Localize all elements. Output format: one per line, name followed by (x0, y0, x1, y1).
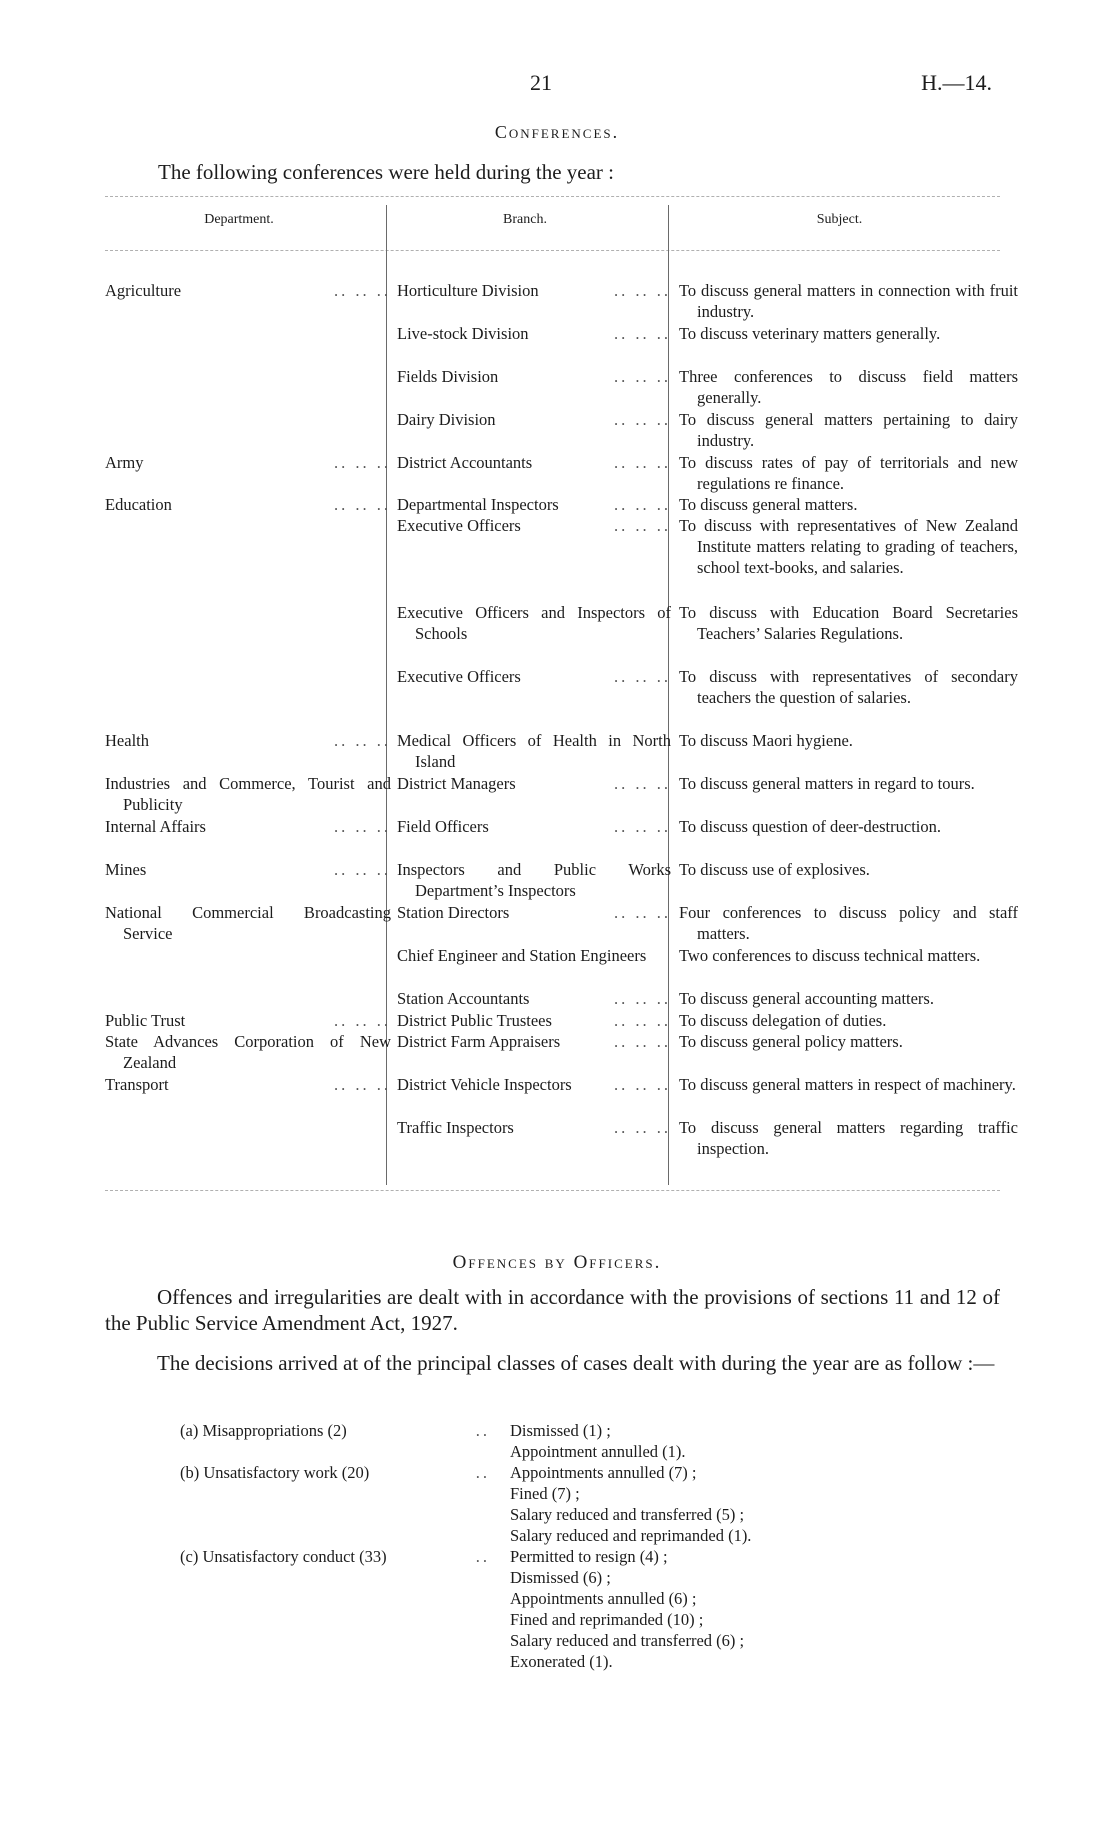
subject-cell (679, 945, 1018, 966)
subject-cell (679, 1117, 1018, 1159)
branch-cell-text: District Farm Appraisers (397, 1032, 561, 1051)
subject-cell-text: Three conferences to discuss field matters generally. (679, 367, 1018, 407)
department-cell-text: Agriculture (105, 281, 182, 300)
decision-line: Dismissed (1) ; (510, 1421, 611, 1440)
dot-leader: .. .. .. (334, 860, 391, 879)
subject-cell (679, 515, 1018, 578)
branch-cell (397, 366, 671, 387)
offence-class-label-text: (c) Unsatisfactory conduct (33) (180, 1547, 387, 1566)
branch-cell (397, 452, 671, 473)
branch-cell (397, 902, 671, 923)
branch-cell (397, 280, 671, 301)
decision-line: Salary reduced and transferred (5) ; (510, 1505, 745, 1524)
department-cell-text: Public Trust (105, 1011, 186, 1030)
branch-cell-text: Live-stock Division (397, 324, 529, 343)
document-reference: H.—14. (921, 70, 992, 95)
dot-leader: .. .. .. (614, 1118, 671, 1137)
department-cell-text: National Commercial Broadcasting Service (105, 903, 391, 943)
branch-cell-text: Field Officers (397, 817, 489, 836)
department-cell (105, 816, 391, 837)
branch-cell (397, 773, 671, 794)
branch-cell-text: Station Directors (397, 903, 510, 922)
column-header-department: Department. (204, 212, 274, 227)
subject-cell (679, 1010, 1018, 1031)
dot-leader: .. .. .. (614, 989, 671, 1008)
branch-cell (397, 1031, 671, 1052)
dot-leader: .. .. .. (614, 516, 671, 535)
decision-line: Exonerated (1). (510, 1652, 613, 1671)
branch-cell (397, 515, 671, 536)
offence-decisions (510, 1420, 910, 1462)
subject-cell-text: Four conferences to discuss policy and staff matters. (679, 903, 1018, 943)
decision-line: Appointment annulled (1). (510, 1442, 686, 1461)
dot-leader: .. .. .. (614, 367, 671, 386)
dot-leader: .. .. .. (334, 1075, 391, 1094)
column-header-branch: Branch. (503, 212, 547, 227)
department-cell (105, 1010, 391, 1031)
dot-leader: .. .. .. (334, 731, 391, 750)
subject-cell (679, 773, 1018, 794)
dot-leader: .. .. .. (614, 903, 671, 922)
subject-cell-text: To discuss general matters in connection with fruit industry. (679, 281, 1018, 321)
offence-class-label (180, 1462, 490, 1483)
dot-leader: .. .. .. (334, 1011, 391, 1030)
offence-decisions (510, 1546, 910, 1672)
subject-cell (679, 323, 1018, 344)
branch-cell (397, 1010, 671, 1031)
subject-cell (679, 409, 1018, 451)
table-header-rule (105, 250, 1000, 251)
subject-cell-text: To discuss general matters in respect of machinery. (679, 1075, 1016, 1094)
subject-cell-text: To discuss general matters pertaining to dairy industry. (679, 410, 1018, 450)
subject-cell-text: To discuss general accounting matters. (679, 989, 934, 1008)
offence-class-label (180, 1546, 490, 1567)
subject-cell (679, 902, 1018, 944)
subject-cell (679, 859, 1018, 880)
offence-class-label-text: (a) Misappropriations (2) (180, 1421, 347, 1440)
department-cell-text: Industries and Commerce, Tourist and Publicity (105, 774, 391, 814)
branch-cell-text: Chief Engineer and Station Engineers (397, 946, 647, 965)
offences-heading: Offences by Officers. (452, 1252, 662, 1273)
department-cell (105, 280, 391, 301)
department-cell-text: State Advances Corporation of New Zealand (105, 1032, 391, 1072)
branch-cell (397, 945, 671, 966)
decision-line: Salary reduced and reprimanded (1). (510, 1526, 752, 1545)
decision-line: Appointments annulled (6) ; (510, 1589, 697, 1608)
branch-cell-text: Traffic Inspectors (397, 1118, 514, 1137)
dot-leader: .. .. .. (614, 1075, 671, 1094)
department-cell-text: Internal Affairs (105, 817, 206, 836)
branch-cell (397, 1074, 671, 1095)
department-cell-text: Mines (105, 860, 147, 879)
subject-cell-text: To discuss use of explosives. (679, 860, 870, 879)
subject-cell (679, 666, 1018, 708)
decision-line: Fined (7) ; (510, 1484, 580, 1503)
dot-leader: .. .. .. (334, 817, 391, 836)
subject-cell-text: To discuss general matters regarding traffic inspection. (679, 1118, 1018, 1158)
subject-cell (679, 730, 1018, 751)
department-cell (105, 1031, 391, 1073)
decision-line: Salary reduced and transferred (6) ; (510, 1631, 745, 1650)
department-cell (105, 902, 391, 944)
subject-cell-text: To discuss rates of pay of territorials and new regulations re finance. (679, 453, 1018, 493)
branch-cell (397, 988, 671, 1009)
branch-cell-text: Dairy Division (397, 410, 496, 429)
dot-leader: .. .. .. (614, 495, 671, 514)
offence-class-label (180, 1420, 490, 1441)
branch-cell (397, 602, 671, 644)
branch-cell-text: Fields Division (397, 367, 499, 386)
department-cell (105, 452, 391, 473)
subject-cell-text: To discuss question of deer-destruction. (679, 817, 942, 836)
dot-leader: .. .. .. (614, 667, 671, 686)
branch-cell-text: District Accountants (397, 453, 533, 472)
department-cell (105, 773, 391, 815)
subject-cell-text: To discuss Maori hygiene. (679, 731, 853, 750)
decision-line: Dismissed (6) ; (510, 1568, 611, 1587)
dot-leader: .. .. .. (614, 410, 671, 429)
page-number: 21 (530, 70, 552, 95)
department-cell (105, 730, 391, 751)
subject-cell-text: To discuss veterinary matters generally. (679, 324, 941, 343)
offence-class-label-text: (b) Unsatisfactory work (20) (180, 1463, 370, 1482)
table-bottom-rule (105, 1190, 1000, 1191)
dot-leader: .. .. .. (614, 281, 671, 300)
offence-decisions (510, 1462, 910, 1546)
dot-leader: .. .. .. (334, 453, 391, 472)
branch-cell-text: District Vehicle Inspectors (397, 1075, 572, 1094)
subject-cell (679, 1031, 1018, 1052)
branch-cell (397, 816, 671, 837)
dot-leader: .. .. .. (334, 495, 391, 514)
dot-leader: .. .. .. (614, 817, 671, 836)
subject-cell (679, 816, 1018, 837)
dot-leader: .. .. .. (614, 324, 671, 343)
subject-cell-text: To discuss with representatives of secondary teachers the question of salaries. (679, 667, 1018, 707)
department-cell-text: Health (105, 731, 149, 750)
branch-cell-text: Executive Officers and Inspectors of Schools (397, 603, 671, 643)
branch-cell (397, 494, 671, 515)
subject-cell-text: To discuss general matters in regard to tours. (679, 774, 975, 793)
branch-cell-text: District Public Trustees (397, 1011, 552, 1030)
department-cell-text: Education (105, 495, 172, 514)
branch-cell-text: Inspectors and Public Works Department’s Inspectors (397, 860, 671, 900)
branch-cell-text: Executive Officers (397, 516, 521, 535)
decision-line: Permitted to resign (4) ; (510, 1547, 668, 1566)
subject-cell (679, 602, 1018, 644)
dot-leader: .. .. .. (614, 1032, 671, 1051)
branch-cell-text: Horticulture Division (397, 281, 539, 300)
offences-paragraph: The decisions arrived at of the principal classes of cases dealt with during the year are as follow :— (157, 1351, 995, 1375)
subject-cell-text: To discuss general matters. (679, 495, 858, 514)
subject-cell-text: Two conferences to discuss technical matters. (679, 946, 981, 965)
branch-cell-text: Departmental Inspectors (397, 495, 559, 514)
offences-paragraph: Offences and irregularities are dealt with in accordance with the provisions of sections 11 and 12 of the Public Service Amendment Act, 1927. (105, 1285, 1000, 1335)
subject-cell-text: To discuss with representatives of New Zealand Institute matters relating to grading of teachers, school text-books, and salaries. (679, 516, 1018, 577)
subject-cell-text: To discuss delegation of duties. (679, 1011, 887, 1030)
branch-cell (397, 730, 671, 772)
dot-leader: .. .. .. (614, 453, 671, 472)
subject-cell-text: To discuss general policy matters. (679, 1032, 903, 1051)
branch-cell (397, 409, 671, 430)
branch-cell-text: Executive Officers (397, 667, 521, 686)
department-cell (105, 494, 391, 515)
conferences-heading: Conferences. (494, 122, 620, 142)
department-cell (105, 859, 391, 880)
department-cell-text: Army (105, 453, 144, 472)
subject-cell (679, 988, 1018, 1009)
subject-cell (679, 280, 1018, 322)
subject-cell (679, 366, 1018, 408)
branch-cell (397, 666, 671, 687)
branch-cell (397, 1117, 671, 1138)
decision-line: Fined and reprimanded (10) ; (510, 1610, 704, 1629)
dot-leader: .. (475, 1547, 490, 1566)
branch-cell-text: Station Accountants (397, 989, 530, 1008)
branch-cell-text: District Managers (397, 774, 516, 793)
conferences-intro: The following conferences were held during the year : (158, 160, 614, 184)
dot-leader: .. .. .. (614, 774, 671, 793)
dot-leader: .. (475, 1463, 490, 1482)
subject-cell (679, 494, 1018, 515)
branch-cell (397, 323, 671, 344)
dot-leader: .. (475, 1421, 490, 1440)
column-header-subject: Subject. (816, 212, 863, 227)
subject-cell (679, 452, 1018, 494)
branch-cell (397, 859, 671, 901)
decision-line: Appointments annulled (7) ; (510, 1463, 697, 1482)
table-top-rule (105, 196, 1000, 197)
subject-cell-text: To discuss with Education Board Secretaries Teachers’ Salaries Regulations. (679, 603, 1018, 643)
subject-cell (679, 1074, 1018, 1095)
dot-leader: .. .. .. (614, 1011, 671, 1030)
dot-leader: .. .. .. (334, 281, 391, 300)
branch-cell-text: Medical Officers of Health in North Island (397, 731, 671, 771)
department-cell (105, 1074, 391, 1095)
department-cell-text: Transport (105, 1075, 169, 1094)
